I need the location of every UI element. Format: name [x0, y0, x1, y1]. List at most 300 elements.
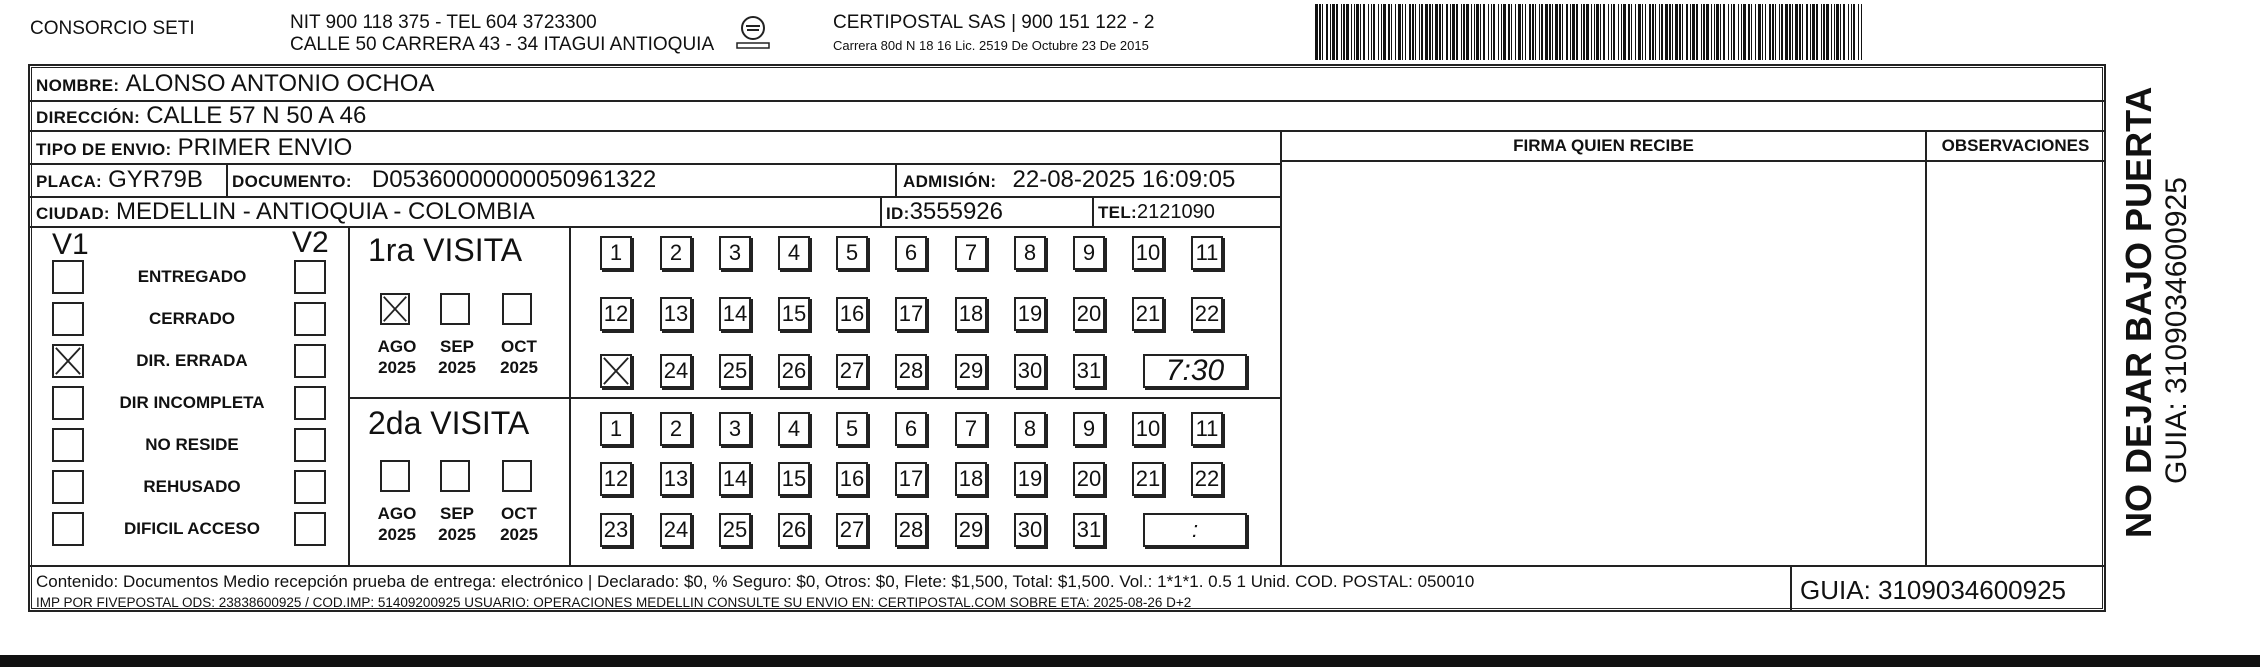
barcode-bar — [1405, 4, 1406, 60]
barcode-bar — [1769, 4, 1771, 60]
barcode-bar — [1398, 4, 1401, 60]
barcode-bar — [1649, 4, 1651, 60]
barcode-bar — [1552, 4, 1553, 60]
barcode-bar — [1701, 4, 1702, 60]
v1-checkbox-2[interactable] — [52, 344, 84, 378]
documento-label: DOCUMENTO: — [232, 172, 352, 191]
barcode-bar — [1821, 4, 1822, 60]
barcode-bar — [1456, 4, 1458, 60]
visit2-month-checkbox-oct[interactable] — [502, 460, 532, 492]
license-line: Carrera 80d N 18 16 Lic. 2519 De Octubre 23 De 2015 — [833, 38, 1149, 53]
visit1-day-20[interactable]: 20 — [1073, 297, 1105, 331]
barcode-bar — [1840, 4, 1841, 60]
observaciones-header: OBSERVACIONES — [1941, 136, 2090, 155]
visit2-day-4[interactable]: 4 — [778, 412, 810, 446]
visit1-day-28[interactable]: 28 — [895, 354, 927, 388]
barcode-bar — [1480, 4, 1481, 60]
v2-checkbox-5[interactable] — [294, 470, 326, 504]
visit2-day-10[interactable]: 10 — [1132, 412, 1164, 446]
v2-checkbox-3[interactable] — [294, 386, 326, 420]
barcode-bar — [1806, 4, 1808, 60]
nombre-value: ALONSO ANTONIO OCHOA — [125, 70, 435, 97]
barcode-bar — [1861, 4, 1862, 60]
visit1-day-10[interactable]: 10 — [1132, 236, 1164, 270]
barcode-bar — [1518, 4, 1521, 60]
barcode-bar — [1471, 4, 1472, 60]
barcode-bar — [1661, 4, 1663, 60]
barcode-bar — [1576, 4, 1578, 60]
v2-checkbox-0[interactable] — [294, 260, 326, 294]
visit1-day-21[interactable]: 21 — [1132, 297, 1164, 331]
barcode-bar — [1810, 4, 1811, 60]
barcode-bar — [1356, 4, 1359, 60]
barcode-bar — [1600, 4, 1601, 60]
barcode-bar — [1675, 4, 1678, 60]
barcode-bar — [1792, 4, 1793, 60]
barcode-bar — [1789, 4, 1791, 60]
barcode-bar — [1608, 4, 1609, 60]
month-name: AGO — [377, 337, 417, 356]
month-year: 2025 — [378, 358, 416, 377]
month-year: 2025 — [438, 525, 476, 544]
barcode-bar — [1795, 4, 1798, 60]
visit2-day-9[interactable]: 9 — [1073, 412, 1105, 446]
visit2-day-19[interactable]: 19 — [1014, 462, 1046, 496]
visit2-day-2[interactable]: 2 — [660, 412, 692, 446]
v1-checkbox-0[interactable] — [52, 260, 84, 294]
x-mark-icon — [602, 356, 630, 386]
visit2-day-21[interactable]: 21 — [1132, 462, 1164, 496]
v2-checkbox-2[interactable] — [294, 344, 326, 378]
barcode-bar — [1711, 4, 1712, 60]
barcode-bar — [1511, 4, 1512, 60]
visit1-day-7[interactable]: 7 — [955, 236, 987, 270]
firma-area[interactable] — [1283, 162, 1924, 564]
barcode-bar — [1591, 4, 1592, 60]
barcode-bar — [1545, 4, 1548, 60]
status-label-5: REHUSADO — [143, 477, 241, 496]
barcode-bar — [1354, 4, 1355, 60]
visit2-day-12[interactable]: 12 — [600, 462, 632, 496]
ciudad-value: MEDELLIN - ANTIOQUIA - COLOMBIA — [116, 198, 535, 225]
visit2-day-27[interactable]: 27 — [836, 513, 868, 547]
barcode-bar — [1603, 4, 1605, 60]
footer-guia: GUIA: 3109034600925 — [1800, 575, 2066, 605]
barcode-bar — [1368, 4, 1369, 60]
visit2-day-22[interactable]: 22 — [1191, 462, 1223, 496]
ciudad-field — [36, 198, 535, 226]
visit1-day-30[interactable]: 30 — [1014, 354, 1046, 388]
barcode-bar — [1388, 4, 1390, 60]
barcode-bar — [1488, 4, 1489, 60]
barcode-bar — [1748, 4, 1750, 60]
barcode-bar — [1572, 4, 1575, 60]
barcode-bar — [1741, 4, 1742, 60]
visit1-day-1[interactable]: 1 — [600, 236, 632, 270]
barcode-bar — [1834, 4, 1835, 60]
barcode-bar — [1402, 4, 1403, 60]
visit2-day-11[interactable]: 11 — [1191, 412, 1223, 446]
barcode — [1315, 4, 1862, 60]
barcode-bar — [1452, 4, 1455, 60]
visit1-day-2[interactable]: 2 — [660, 236, 692, 270]
visit1-day-5[interactable]: 5 — [836, 236, 868, 270]
barcode-bar — [1659, 4, 1660, 60]
barcode-bar — [1532, 4, 1534, 60]
visit1-month-checkbox-sep[interactable] — [440, 293, 470, 325]
barcode-bar — [1583, 4, 1585, 60]
firma-header: FIRMA QUIEN RECIBE — [1513, 136, 1694, 155]
barcode-bar — [1586, 4, 1589, 60]
barcode-bar — [1679, 4, 1681, 60]
barcode-bar — [1381, 4, 1382, 60]
visit2-month-label-oct — [494, 503, 544, 545]
barcode-bar — [1371, 4, 1372, 60]
visit2-day-16[interactable]: 16 — [836, 462, 868, 496]
v2-label: V2 — [292, 226, 329, 259]
visit2-day-17[interactable]: 17 — [895, 462, 927, 496]
barcode-bar — [1623, 4, 1626, 60]
barcode-bar — [1503, 4, 1506, 60]
barcode-bar — [1682, 4, 1683, 60]
barcode-bar — [1836, 4, 1839, 60]
v2-checkbox-6[interactable] — [294, 512, 326, 546]
status-label-4: NO RESIDE — [145, 435, 239, 454]
visit1-day-4[interactable]: 4 — [778, 236, 810, 270]
visit2-day-31[interactable]: 31 — [1073, 513, 1105, 547]
v1-checkbox-5[interactable] — [52, 470, 84, 504]
barcode-bar — [1412, 4, 1414, 60]
month-name: AGO — [377, 504, 417, 523]
barcode-bar — [1728, 4, 1729, 60]
address-line: CALLE 50 CARRERA 43 - 34 ITAGUI ANTIOQUIA — [290, 34, 715, 55]
barcode-bar — [1581, 4, 1582, 60]
barcode-bar — [1613, 4, 1615, 60]
v1-checkbox-4[interactable] — [52, 428, 84, 462]
visit1-day-13[interactable]: 13 — [660, 297, 692, 331]
barcode-bar — [1515, 4, 1516, 60]
barcode-bar — [1594, 4, 1595, 60]
barcode-bar — [1522, 4, 1523, 60]
visit1-month-label-sep — [432, 336, 482, 378]
month-name: SEP — [439, 337, 475, 356]
admision-label: ADMISIÓN: — [903, 172, 997, 191]
admision-field — [903, 166, 1235, 194]
visit1-day-27[interactable]: 27 — [836, 354, 868, 388]
visit2-day-24[interactable]: 24 — [660, 513, 692, 547]
observaciones-area[interactable] — [1928, 162, 2103, 564]
barcode-bar — [1851, 4, 1852, 60]
barcode-bar — [1395, 4, 1396, 60]
visit1-month-checkbox-oct[interactable] — [502, 293, 532, 325]
visit1-day-3[interactable]: 3 — [719, 236, 751, 270]
barcode-bar — [1508, 4, 1510, 60]
visit2-day-20[interactable]: 20 — [1073, 462, 1105, 496]
month-year: 2025 — [378, 525, 416, 544]
documento-field — [232, 166, 656, 194]
tipo-envio-label: TIPO DE ENVIO: — [36, 140, 172, 159]
placa-label: PLACA: — [36, 172, 103, 191]
barcode-bar — [1346, 4, 1349, 60]
barcode-bar — [1785, 4, 1788, 60]
barcode-bar — [1315, 4, 1318, 60]
barcode-bar — [1669, 4, 1671, 60]
barcode-bar — [1751, 4, 1752, 60]
tel-field — [1098, 198, 1215, 224]
x-mark-icon — [382, 295, 408, 323]
visit1-day-26[interactable]: 26 — [778, 354, 810, 388]
visit1-day-12[interactable]: 12 — [600, 297, 632, 331]
barcode-bar — [1360, 4, 1361, 60]
barcode-bar — [1733, 4, 1735, 60]
nombre-field — [36, 70, 434, 98]
barcode-bar — [1326, 4, 1328, 60]
barcode-bar — [1466, 4, 1469, 60]
barcode-bar — [1435, 4, 1438, 60]
barcode-bar — [1692, 4, 1695, 60]
direccion-label: DIRECCIÓN: — [36, 108, 141, 127]
visit1-day-24[interactable]: 24 — [660, 354, 692, 388]
barcode-bar — [1541, 4, 1543, 60]
tel-value: 2121090 — [1136, 201, 1215, 223]
barcode-bar — [1322, 4, 1323, 60]
barcode-bar — [1336, 4, 1338, 60]
barcode-bar — [1765, 4, 1766, 60]
barcode-bar — [1665, 4, 1668, 60]
barcode-bar — [1501, 4, 1502, 60]
barcode-bar — [1628, 4, 1630, 60]
barcode-bar — [1529, 4, 1531, 60]
barcode-bar — [1645, 4, 1646, 60]
id-label: ID: — [886, 204, 910, 223]
barcode-bar — [1690, 4, 1691, 60]
barcode-bar — [1772, 4, 1774, 60]
certipostal-logo-icon — [733, 14, 773, 54]
visit1-day-6[interactable]: 6 — [895, 236, 927, 270]
barcode-bar — [1738, 4, 1739, 60]
visit2-title: 2da VISITA — [368, 405, 530, 441]
barcode-bar — [1642, 4, 1643, 60]
barcode-bar — [1483, 4, 1485, 60]
barcode-bar — [1570, 4, 1571, 60]
visit1-day-22[interactable]: 22 — [1191, 297, 1223, 331]
bottom-edge — [0, 655, 2260, 667]
v1-label: V1 — [52, 228, 89, 261]
v2-checkbox-4[interactable] — [294, 428, 326, 462]
barcode-bar — [1474, 4, 1475, 60]
barcode-bar — [1831, 4, 1832, 60]
visit2-time-field[interactable]: : — [1143, 513, 1247, 547]
no-dejar-bajo-puerta: NO DEJAR BAJO PUERTA — [2118, 86, 2159, 538]
barcode-bar — [1498, 4, 1499, 60]
v1-checkbox-3[interactable] — [52, 386, 84, 420]
status-label-0: ENTREGADO — [137, 267, 247, 286]
visit1-month-checkbox-ago[interactable] — [380, 293, 410, 325]
visit1-day-31[interactable]: 31 — [1073, 354, 1105, 388]
barcode-bar — [1672, 4, 1673, 60]
tipo-envio-field — [36, 134, 352, 162]
barcode-bar — [1853, 4, 1855, 60]
barcode-bar — [1731, 4, 1732, 60]
barcode-bar — [1635, 4, 1636, 60]
contenido-text: Contenido: Documentos Medio recepción prueba de entrega: electrónico | Declarado: $0, % Seguro: $0, Otros: $0, Flete: $1,500, Total: $1,500. Vol.: 1*1*1. 0.5 1 Unid. COD. POSTAL: 050010 — [36, 572, 1475, 591]
barcode-bar — [1706, 4, 1709, 60]
visit1-day-17[interactable]: 17 — [895, 297, 927, 331]
barcode-bar — [1535, 4, 1536, 60]
barcode-bar — [1373, 4, 1375, 60]
barcode-bar — [1439, 4, 1441, 60]
barcode-bar — [1461, 4, 1462, 60]
x-mark-icon — [54, 346, 82, 376]
month-year: 2025 — [500, 525, 538, 544]
visit1-day-8[interactable]: 8 — [1014, 236, 1046, 270]
visit2-day-23[interactable]: 23 — [600, 513, 632, 547]
visit2-day-30[interactable]: 30 — [1014, 513, 1046, 547]
id-field — [886, 198, 1003, 226]
visit2-day-6[interactable]: 6 — [895, 412, 927, 446]
barcode-bar — [1442, 4, 1443, 60]
barcode-bar — [1816, 4, 1818, 60]
barcode-bar — [1378, 4, 1379, 60]
visit2-day-25[interactable]: 25 — [719, 513, 751, 547]
barcode-bar — [1618, 4, 1619, 60]
barcode-bar — [1762, 4, 1763, 60]
barcode-bar — [1391, 4, 1392, 60]
barcode-bar — [1716, 4, 1719, 60]
barcode-bar — [1621, 4, 1622, 60]
visit2-day-26[interactable]: 26 — [778, 513, 810, 547]
barcode-bar — [1351, 4, 1352, 60]
barcode-bar — [1826, 4, 1829, 60]
barcode-bar — [1858, 4, 1859, 60]
visit2-month-checkbox-sep[interactable] — [440, 460, 470, 492]
barcode-bar — [1696, 4, 1698, 60]
barcode-bar — [1714, 4, 1715, 60]
barcode-bar — [1549, 4, 1551, 60]
barcode-bar — [1655, 4, 1656, 60]
visit2-month-label-sep — [432, 503, 482, 545]
barcode-bar — [1429, 4, 1431, 60]
visit1-day-16[interactable]: 16 — [836, 297, 868, 331]
visit1-day-14[interactable]: 14 — [719, 297, 751, 331]
barcode-bar — [1758, 4, 1761, 60]
visit1-month-label-oct — [494, 336, 544, 378]
barcode-bar — [1446, 4, 1448, 60]
visit1-day-9[interactable]: 9 — [1073, 236, 1105, 270]
barcode-bar — [1779, 4, 1780, 60]
visit1-day-29[interactable]: 29 — [955, 354, 987, 388]
visit1-day-15[interactable]: 15 — [778, 297, 810, 331]
placa-field — [36, 166, 203, 194]
barcode-bar — [1415, 4, 1416, 60]
month-name: SEP — [439, 504, 475, 523]
barcode-bar — [1421, 4, 1423, 60]
ciudad-label: CIUDAD: — [36, 204, 110, 223]
barcode-bar — [1823, 4, 1825, 60]
barcode-bar — [1409, 4, 1411, 60]
barcode-bar — [1425, 4, 1428, 60]
tipo-envio-value: PRIMER ENVIO — [177, 134, 353, 161]
visit2-day-13[interactable]: 13 — [660, 462, 692, 496]
v1-checkbox-6[interactable] — [52, 512, 84, 546]
barcode-bar — [1562, 4, 1563, 60]
barcode-bar — [1330, 4, 1331, 60]
visit2-day-18[interactable]: 18 — [955, 462, 987, 496]
visit2-day-14[interactable]: 14 — [719, 462, 751, 496]
barcode-bar — [1638, 4, 1641, 60]
status-label-2: DIR. ERRADA — [136, 351, 248, 370]
barcode-bar — [1559, 4, 1561, 60]
status-label-1: CERRADO — [149, 309, 235, 328]
barcode-bar — [1799, 4, 1801, 60]
visit1-day-25[interactable]: 25 — [719, 354, 751, 388]
visit2-day-15[interactable]: 15 — [778, 462, 810, 496]
visit2-day-1[interactable]: 1 — [600, 412, 632, 446]
visit2-day-8[interactable]: 8 — [1014, 412, 1046, 446]
barcode-bar — [1812, 4, 1815, 60]
barcode-bar — [1686, 4, 1688, 60]
visit2-day-3[interactable]: 3 — [719, 412, 751, 446]
barcode-bar — [1343, 4, 1345, 60]
barcode-bar — [1332, 4, 1335, 60]
direccion-field — [36, 102, 366, 130]
side-guia: GUIA: 3109034600925 — [2160, 177, 2193, 484]
documento-value: D05360000000050961322 — [371, 166, 657, 193]
barcode-bar — [1755, 4, 1756, 60]
visit1-day-23[interactable] — [600, 354, 632, 388]
visit1-time-field[interactable]: 7:30 — [1143, 354, 1247, 388]
tel-label: TEL: — [1098, 203, 1137, 222]
company-name: CONSORCIO SETI — [30, 18, 195, 39]
v2-checkbox-1[interactable] — [294, 302, 326, 336]
v1-checkbox-1[interactable] — [52, 302, 84, 336]
barcode-bar — [1319, 4, 1321, 60]
nombre-label: NOMBRE: — [36, 76, 120, 95]
barcode-bar — [1596, 4, 1599, 60]
visit1-day-18[interactable]: 18 — [955, 297, 987, 331]
visit2-month-checkbox-ago[interactable] — [380, 460, 410, 492]
month-year: 2025 — [438, 358, 476, 377]
visit2-day-7[interactable]: 7 — [955, 412, 987, 446]
visit2-day-5[interactable]: 5 — [836, 412, 868, 446]
visit1-day-19[interactable]: 19 — [1014, 297, 1046, 331]
barcode-bar — [1555, 4, 1558, 60]
barcode-bar — [1781, 4, 1783, 60]
certipostal-line: CERTIPOSTAL SAS | 900 151 122 - 2 — [833, 12, 1155, 33]
visit1-month-label-ago — [372, 336, 422, 378]
month-year: 2025 — [500, 358, 538, 377]
barcode-bar — [1341, 4, 1342, 60]
nit-line: NIT 900 118 375 - TEL 604 3723300 — [290, 12, 597, 33]
barcode-bar — [1463, 4, 1465, 60]
visit2-month-label-ago — [372, 503, 422, 545]
barcode-bar — [1743, 4, 1746, 60]
barcode-bar — [1525, 4, 1526, 60]
visit2-day-28[interactable]: 28 — [895, 513, 927, 547]
barcode-bar — [1450, 4, 1451, 60]
month-name: OCT — [501, 504, 537, 523]
visit1-day-11[interactable]: 11 — [1191, 236, 1223, 270]
barcode-bar — [1703, 4, 1705, 60]
barcode-bar — [1631, 4, 1632, 60]
barcode-bar — [1491, 4, 1492, 60]
barcode-bar — [1843, 4, 1845, 60]
barcode-bar — [1611, 4, 1612, 60]
barcode-bar — [1723, 4, 1725, 60]
placa-value: GYR79B — [108, 166, 203, 193]
direccion-value: CALLE 57 N 50 A 46 — [146, 102, 367, 129]
visit2-day-29[interactable]: 29 — [955, 513, 987, 547]
